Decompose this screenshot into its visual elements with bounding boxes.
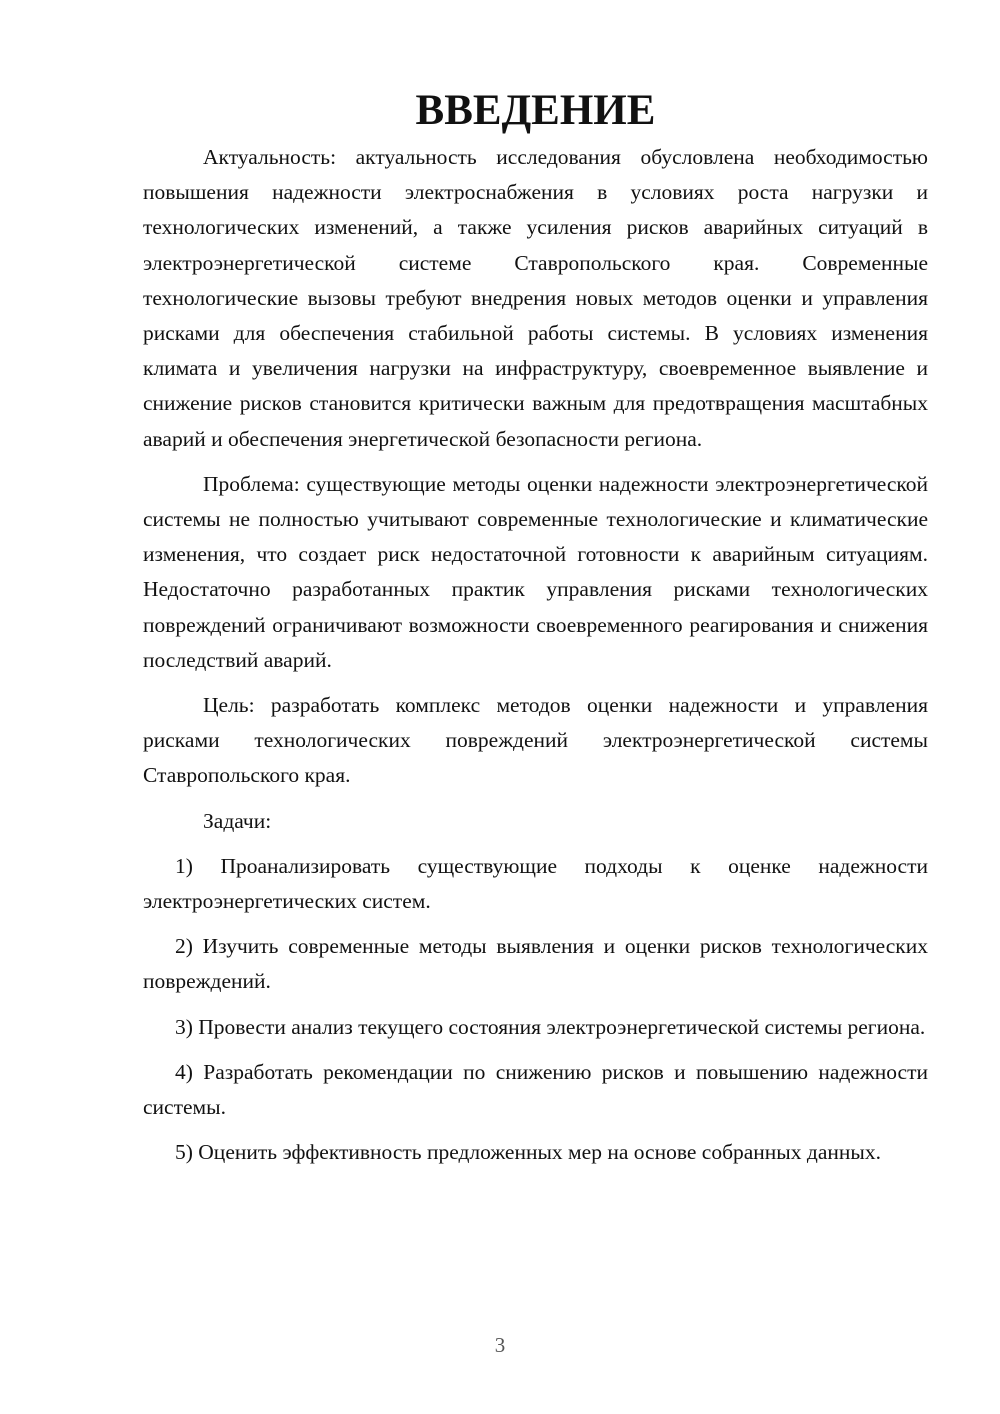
task-item-2: 2) Изучить современные методы выявления и оценки рисков технологических повреждений. — [143, 934, 928, 994]
section-title: ВВЕДЕНИЕ — [415, 87, 656, 134]
document-body — [143, 87, 928, 1170]
page-number: 3 — [494, 1333, 506, 1357]
tasks-heading: Задачи: — [203, 808, 272, 833]
paragraph-problem: Проблема: существующие методы оценки надежности электроэнергетической системы не полностью учитывают современные технологические и климатические изменения, что создает риск недостаточной готовности к аварийным ситуациям. Недостаточно разработанных практик управления рисками технологических повреждений ограничивают возможности своевременного реагирования и снижения последствий аварий. — [143, 471, 928, 672]
paragraph-goal: Цель: разработать комплекс методов оценки надежности и управления рисками технологических повреждений электроэнергетической системы Ставропольского края. — [143, 693, 928, 788]
task-item-3: 3) Провести анализ текущего состояния электроэнергетической системы региона. — [175, 1014, 926, 1039]
task-item-5: 5) Оценить эффективность предложенных мер на основе собранных данных. — [175, 1140, 881, 1165]
paragraph-relevance: Актуальность: актуальность исследования обусловлена необходимостью повышения надежности электроснабжения в условиях роста нагрузки и технологических изменений, а также усиления рисков аварийных ситуаций в электроэнергетической системе Ставропольского края. Современные технологические вызовы требуют внедрения новых методов оценки и управления рисками для обеспечения стабильной работы системы. В условиях изменения климата и увеличения нагрузки на инфраструктуру, своевременное выявление и снижение рисков становится критически важным для предотвращения масштабных аварий и обеспечения энергетической безопасности региона. — [143, 145, 928, 451]
task-item-1: 1) Проанализировать существующие подходы к оценке надежности электроэнергетических систем. — [143, 853, 928, 914]
task-item-4: 4) Разработать рекомендации по снижению рисков и повышению надежности системы. — [143, 1059, 928, 1120]
